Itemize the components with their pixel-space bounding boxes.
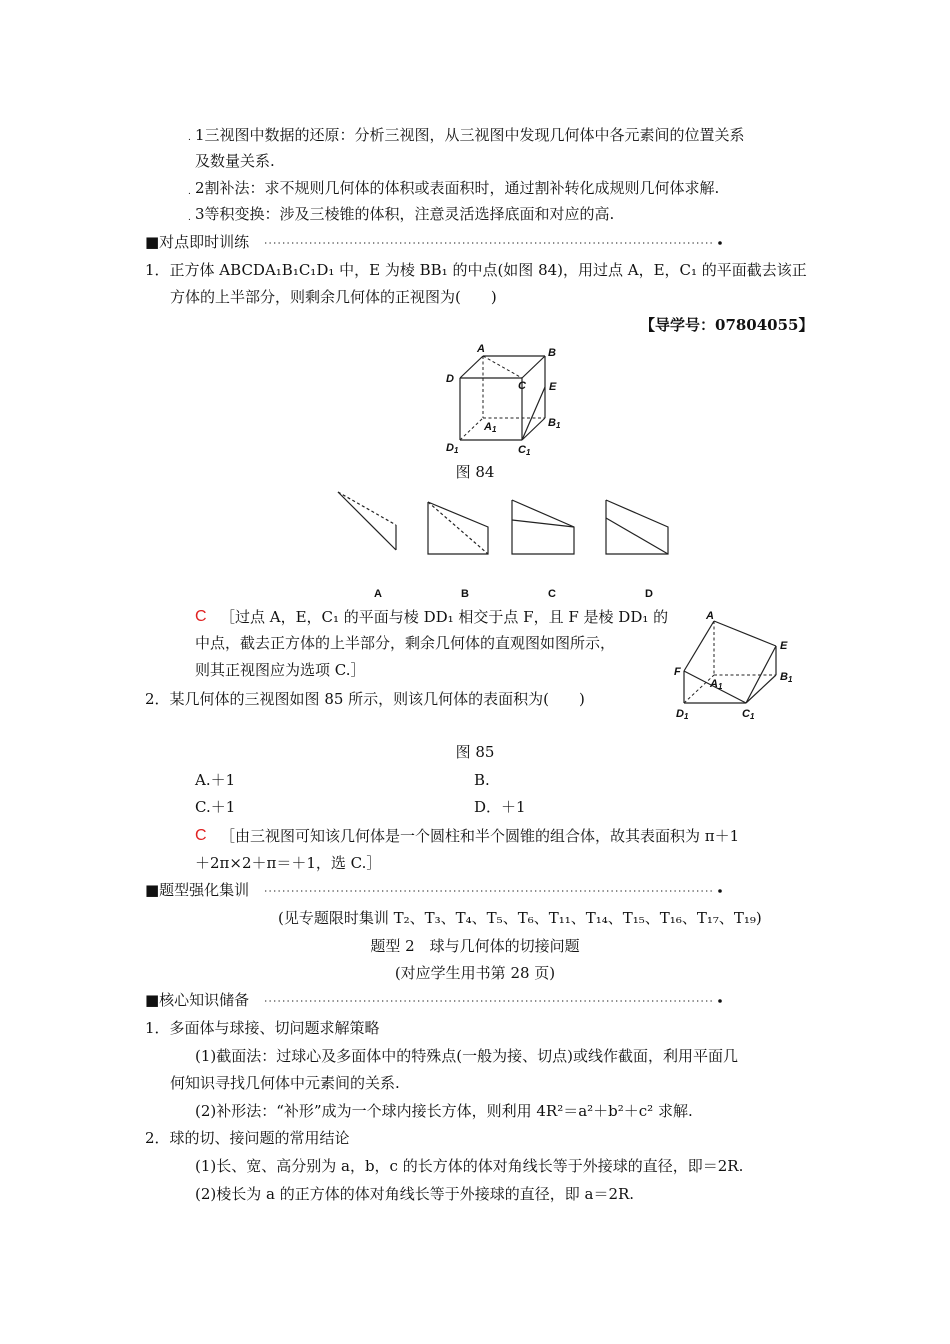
fig2-label-A: A (706, 610, 714, 622)
core-conclusion-2: (2)棱长为 a 的正方体的体对角线长等于外接球的直径，即 a＝2R. (195, 1185, 635, 1203)
core-point-1b: 何知识寻找几何体中元素间的关系. (170, 1074, 400, 1092)
core-heading-2: 2．球的切、接问题的常用结论 (145, 1129, 350, 1147)
solution2-line1: ［由三视图可知该几何体是一个圆柱和半个圆锥的组合体，故其表面积为 π＋1 (220, 827, 740, 845)
intro-item-1-cont: 及数量关系. (195, 152, 275, 170)
solution2-line2: ＋2π×2＋π＝＋1，选 C.］ (195, 854, 382, 872)
intro-item-3: 3等积变换：涉及三棱锥的体积，注意灵活选择底面和对应的高. (195, 205, 615, 223)
fig2-label-A1: A1 (710, 678, 723, 691)
problem2-stem: 2．某几何体的三视图如图 85 所示，则该几何体的表面积为( ) (145, 690, 585, 708)
core-conclusion-1: (1)长、宽、高分别为 a，b，c 的长方体的体对角线长等于外接球的直径，即＝2R. (195, 1157, 744, 1175)
cube-figure-84 (438, 340, 568, 460)
option-figures (330, 490, 680, 562)
problem2-option-d: D．＋1 (474, 798, 526, 816)
guide-number: 【导学号：07804055】 (640, 316, 814, 334)
option-b-label: B (461, 588, 469, 600)
intro-item-1: 1三视图中数据的还原：分析三视图，从三视图中发现几何体中各元素间的位置关系 (195, 126, 745, 144)
cube-label-A: A (477, 343, 485, 355)
answer-2: C (195, 827, 207, 844)
core-point-2: (2)补形法：“补形”成为一个球内接长方体，则利用 4R²＝a²＋b²＋c² 求解. (195, 1102, 693, 1120)
solution1-line2: 中点，截去正方体的上半部分，剩余几何体的直观图如图所示， (195, 634, 616, 652)
problem2-option-b: B. (474, 771, 490, 789)
cube-label-C1: C1 (518, 444, 531, 457)
core-point-1a: (1)截面法：过球心及多面体中的特殊点(一般为接、切点)或线作截面，利用平面几 (195, 1047, 738, 1065)
section-header-drill: ■题型强化集训 (145, 881, 250, 899)
cube-label-E: E (549, 381, 557, 393)
problem2-option-a: A.＋1 (195, 771, 236, 789)
section-header-core: ■核心知识储备 (145, 991, 250, 1009)
option-d-label: D (645, 588, 653, 600)
problem1-line2: 方体的上半部分，则剩余几何体的正视图为( ) (170, 288, 497, 306)
cube-label-C: C (518, 380, 526, 392)
topic-title: 题型 2 球与几何体的切接问题 (370, 937, 580, 955)
fig2-label-E: E (780, 640, 788, 652)
topic-reference: (对应学生用书第 28 页) (394, 964, 556, 982)
fig2-label-D1: D1 (676, 708, 689, 721)
cube-label-B1: B1 (548, 417, 561, 430)
option-a-label: A (374, 588, 382, 600)
fig85-caption: 图 85 (455, 743, 495, 761)
cut-cube-figure (668, 605, 808, 725)
solution1-line3: 则其正视图应为选项 C.］ (195, 661, 366, 679)
drill-reference: (见专题限时集训 T₂、T₃、T₄、T₅、T₆、T₁₁、T₁₄、T₁₅、T₁₆、T₁₇、T₁₉) (278, 909, 762, 927)
cube-label-B: B (548, 347, 556, 359)
solution1-line1: ［过点 A，E，C₁ 的平面与棱 DD₁ 相交于点 F，且 F 是棱 DD₁ 的 (220, 608, 669, 626)
problem2-option-c: C.＋1 (195, 798, 236, 816)
cube-label-D1: D1 (446, 442, 459, 455)
core-heading-1: 1．多面体与球接、切问题求解策略 (145, 1019, 380, 1037)
bullet-dot: . (188, 213, 191, 223)
option-d-shape (606, 500, 668, 554)
bullet-dot: . (188, 187, 191, 197)
intro-item-2: 2割补法：求不规则几何体的体积或表面积时，通过割补转化成规则几何体求解. (195, 179, 720, 197)
problem1-line1: 1．正方体 ABCDA₁B₁C₁D₁ 中，E 为棱 BB₁ 的中点(如图 84)，用过点 A，E，C₁ 的平面截去该正 (145, 261, 807, 279)
option-c-label: C (548, 588, 556, 600)
cube-label-D: D (446, 373, 454, 385)
option-c-shape (512, 500, 574, 554)
fig2-label-C1: C1 (742, 708, 755, 721)
fig2-label-B1: B1 (780, 671, 793, 684)
section-header-practice: ■对点即时训练 (145, 233, 250, 251)
fig84-caption: 图 84 (455, 463, 495, 481)
fig2-label-F: F (674, 666, 681, 678)
answer-1: C (195, 608, 207, 625)
bullet-dot: . (188, 133, 191, 143)
cube-label-A1: A1 (484, 421, 497, 434)
